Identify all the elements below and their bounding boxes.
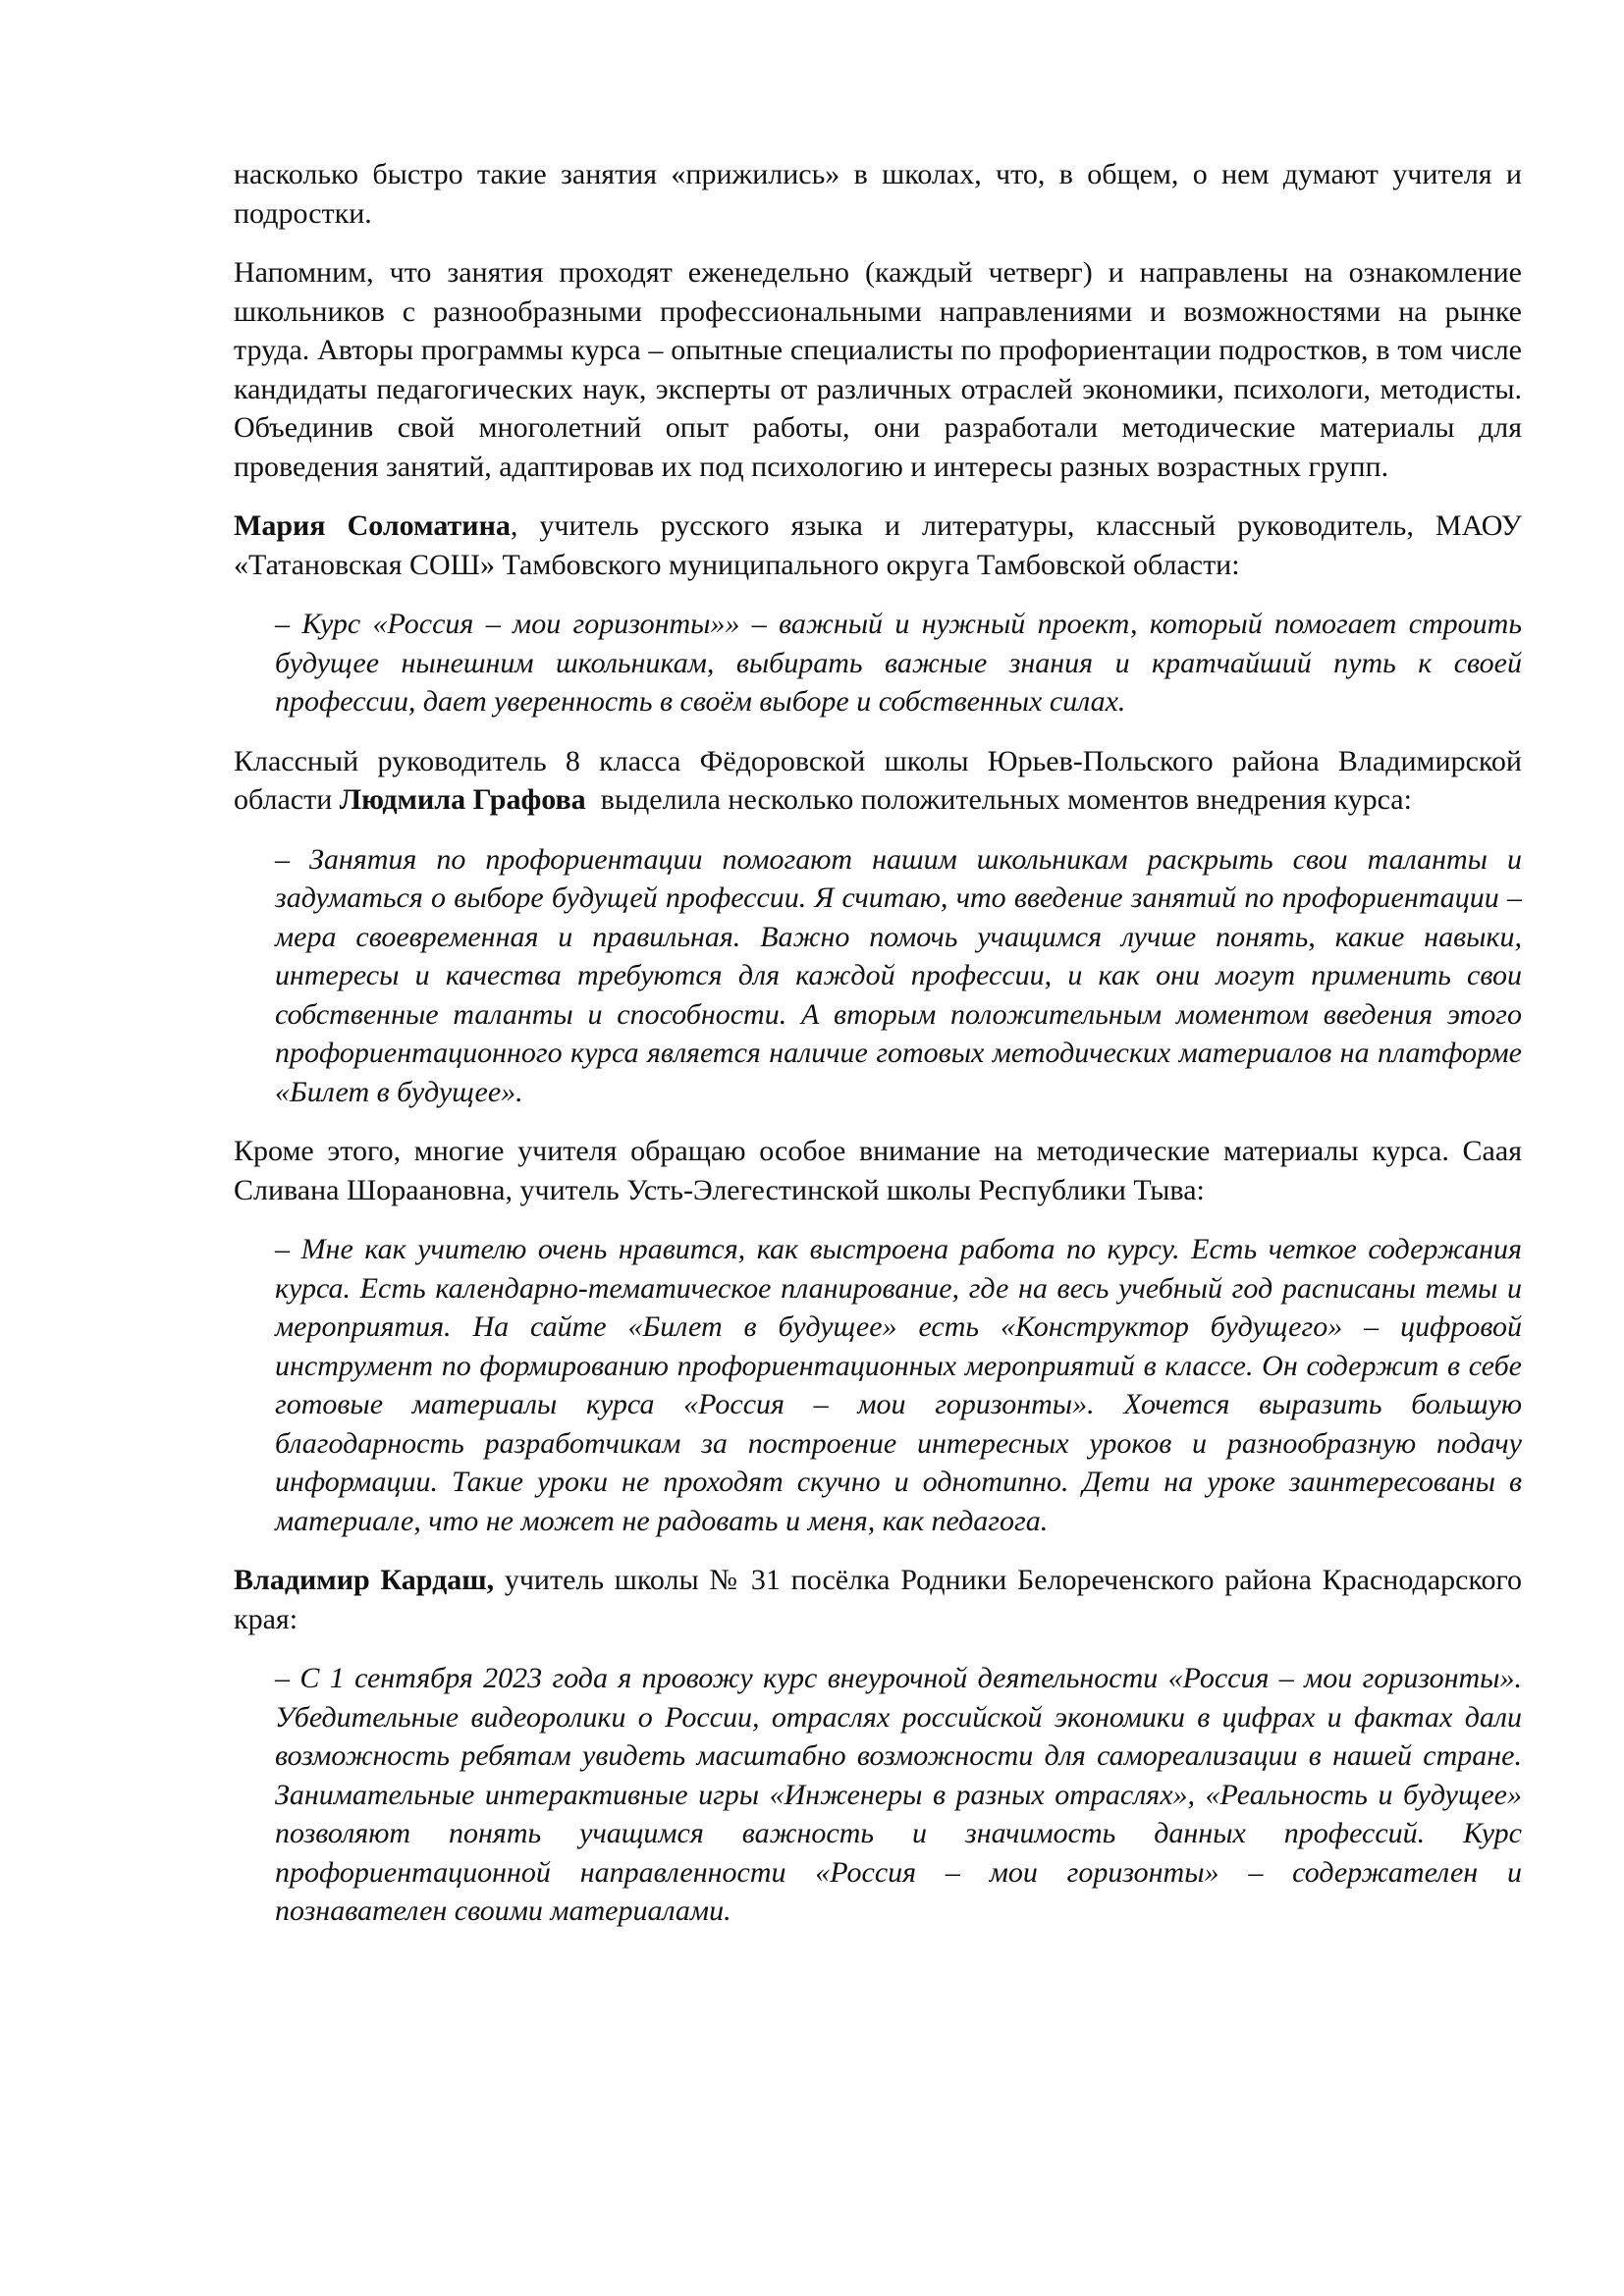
intro-paragraph: насколько быстро такие занятия «прижились» в школах, что, в общем, о нем думают учителя и подростки. (234, 158, 1522, 230)
solomatina-quote: – Курс «Россия – мои горизонты»» – важный и нужный проект, который помогает строить будущее нынешним школьникам, выбирать важные знания и кратчайший путь к своей профессии, дает уверенность в своём выборе и собственных силах. (275, 608, 1522, 718)
grafova-quote: – Занятия по профориентации помогают нашим школьникам раскрыть свои таланты и задуматься о выборе будущей профессии. Я считаю, что введение занятий по профориентации – мера своевременная и правильная. Важно помочь учащимся лучше понять, какие навыки, интересы и качества требуются для каждой профессии, и как они могут применить свои собственные таланты и способности. А вторым положительным моментом введения этого профориентационного курса является наличие готовых методических материалов на платформе «Билет в будущее». (275, 842, 1522, 1108)
document-page (234, 155, 1522, 1951)
grafova-name: Людмила Графова (339, 783, 586, 816)
grafova-intro-paragraph (234, 742, 1522, 820)
solomatina-intro-paragraph (234, 507, 1522, 584)
shoraanovna-intro-paragraph: Кроме этого, многие учителя обращаю особое внимание на методические материалы курса. Саая Сливана Шораановна, учитель Усть-Элегестинской школы Республики Тыва: (234, 1135, 1522, 1206)
kardash-quote: – С 1 сентября 2023 года я провожу курс внеурочной деятельности «Россия – мои горизонты». Убедительные видеоролики о России, отраслях российской экономики в цифрах и фактах дали возможность ребятам увидеть масштабно возможности для самореализации в нашей стране. Занимательные интерактивные игры «Инженеры в разных отраслях», «Реальность и будущее» позволяют понять учащимся важность и значимость данных профессий. Курс профориентационной направленности «Россия – мои горизонты» – содержателен и познавателен своими материалами. (275, 1662, 1522, 1927)
grafova-intro-rest: выделила несколько положительных моментов внедрения курса: (585, 783, 1412, 816)
kardash-title: учитель школы № 31 посёлка Родники Белореченского района Краснодарского края: (234, 1564, 1523, 1635)
course-description-paragraph: Напомним, что занятия проходят еженедельно (каждый четверг) и направлены на ознакомление школьников с разнообразными профессиональными направлениями и возможностями на рынке труда. Авторы программы курса – опытные специалисты по профориентации подростков, в том числе кандидаты педагогических наук, эксперты от различных отраслей экономики, психологи, методисты. Объединив свой многолетний опыт работы, они разработали методические материалы для проведения занятий, адаптировав их под психологию и интересы разных возрастных групп. (234, 256, 1522, 483)
solomatina-name: Мария Соломатина (234, 509, 511, 542)
shoraanovna-quote: – Мне как учителю очень нравится, как выстроена работа по курсу. Есть четкое содержания курса. Есть календарно-тематическое планирование, где на весь учебный год расписаны темы и мероприятия. На сайте «Билет в будущее» есть «Конструктор будущего» – цифровой инструмент по формированию профориентационных мероприятий в классе. Он содержит в себе готовые материалы курса «Россия – мои горизонты». Хочется выразить большую благодарность разработчикам за построение интересных уроков и разнообразную подачу информации. Такие уроки не проходят скучно и однотипно. Дети на уроке заинтересованы в материале, что не может не радовать и меня, как педагога. (275, 1233, 1522, 1537)
kardash-name: Владимир Кардаш, (234, 1564, 495, 1596)
grafova-intro-start: Классный руководитель 8 класса Фёдоровской школы Юрьев-Польского района Владимирской области (234, 744, 1522, 816)
solomatina-title: , учитель русского языка и литературы, классный руководитель, МАОУ «Татановская СОШ» Тамбовского муниципального округа Тамбовской области: (234, 509, 1522, 581)
kardash-intro-paragraph (234, 1561, 1522, 1638)
